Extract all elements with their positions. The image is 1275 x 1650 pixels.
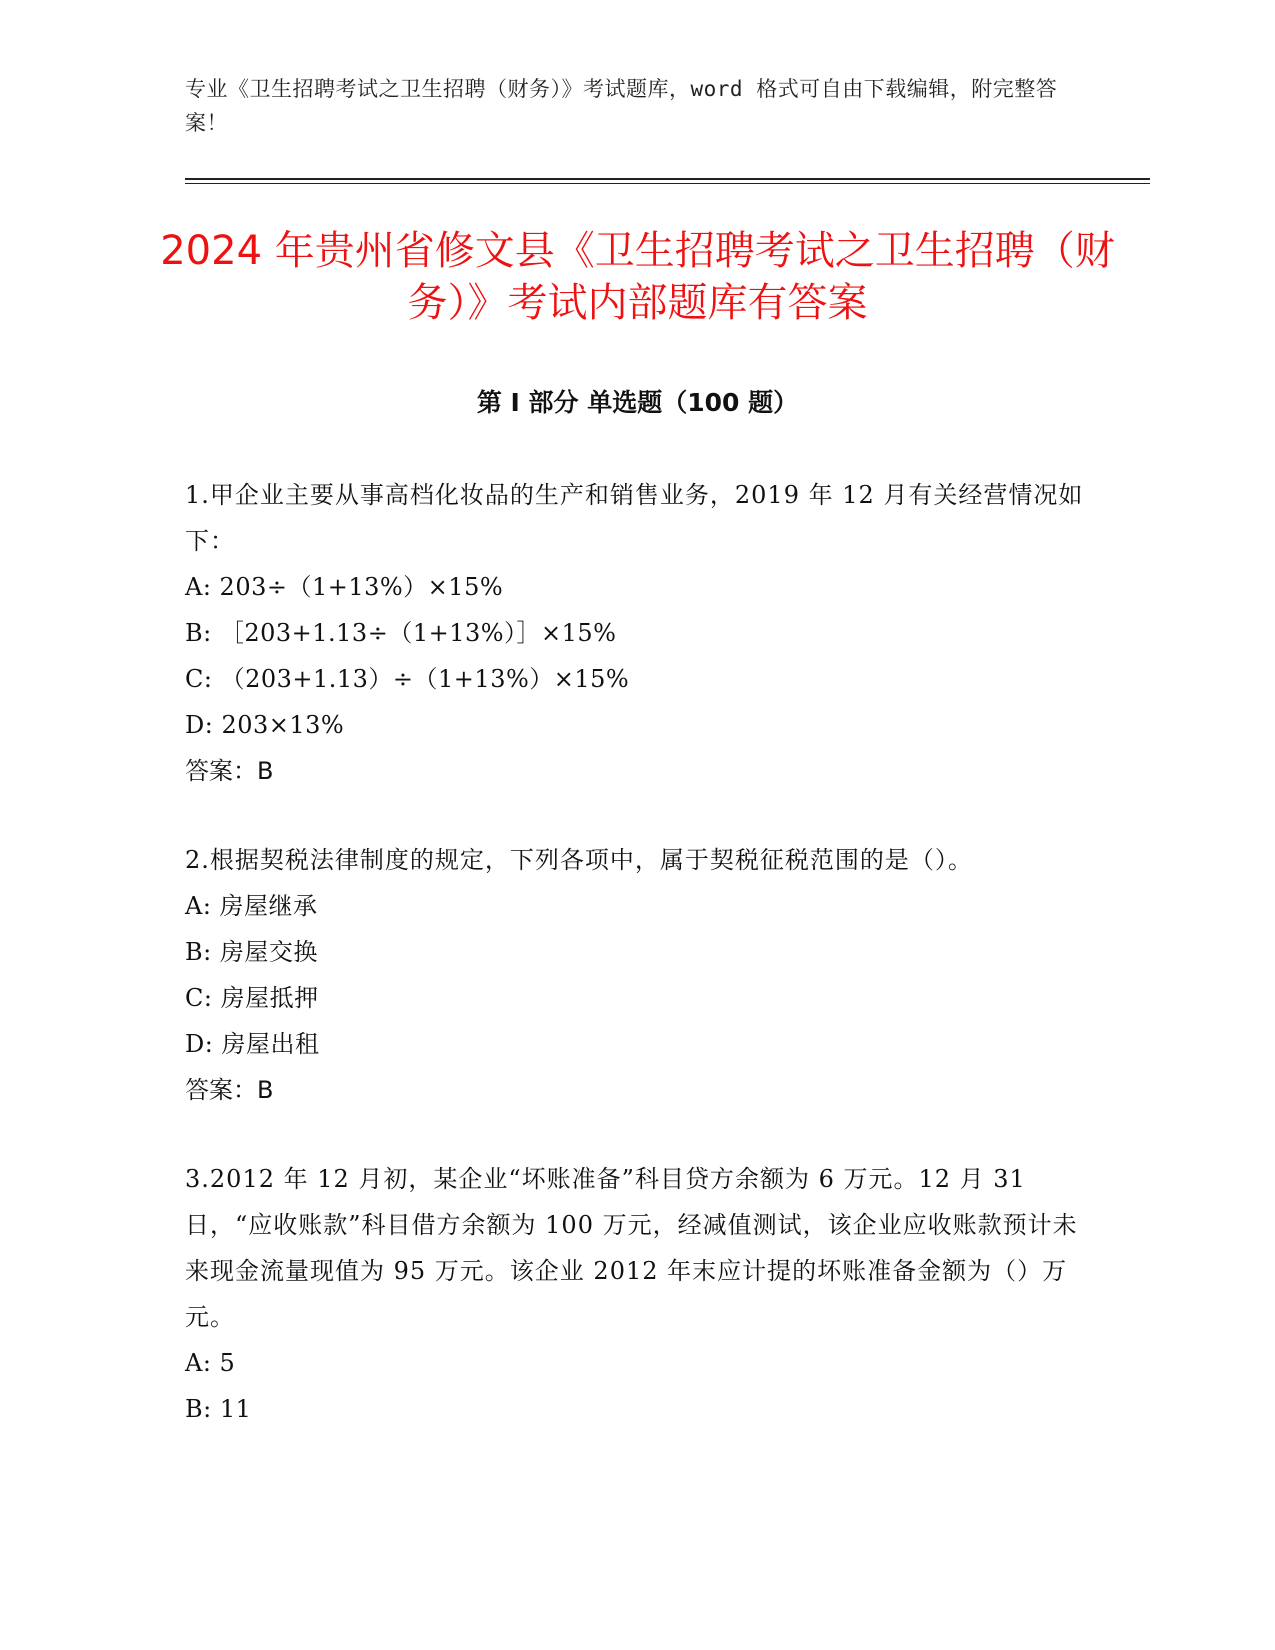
question-stem: 1.甲企业主要从事高档化妆品的生产和销售业务，2019 年 12 月有关经营情况如下：	[185, 481, 1084, 555]
option-c: C: 房屋抵押	[185, 984, 319, 1012]
header-divider-thick	[185, 178, 1150, 180]
header-note: 专业《卫生招聘考试之卫生招聘（财务）》考试题库，word 格式可自由下载编辑，附完整答案！	[185, 77, 1058, 135]
answer-line: 答案：B	[185, 757, 274, 785]
question-item	[185, 837, 1085, 1113]
question-list	[185, 472, 1085, 1475]
option-a: A: 5	[185, 1349, 236, 1377]
document-title: 2024 年贵州省修文县《卫生招聘考试之卫生招聘（财务）》考试内部题库有答案	[160, 228, 1115, 326]
question-item	[185, 1156, 1085, 1432]
option-d: D: 203×13%	[185, 711, 345, 739]
header-divider-thin	[185, 183, 1150, 184]
option-c: C: （203+1.13）÷（1+13%）×15%	[185, 665, 630, 693]
option-b: B: 11	[185, 1395, 252, 1423]
answer-line: 答案：B	[185, 1076, 274, 1104]
question-stem: 3.2012 年 12 月初，某企业“坏账准备”科目贷方余额为 6 万元。12 月 31 日，“应收账款”科目借方余额为 100 万元，经减值测试，该企业应收账款预计未来现金流量现值为 95 万元。该企业 2012 年末应计提的坏账准备金额为（）万元。	[185, 1165, 1078, 1331]
option-d: D: 房屋出租	[185, 1030, 320, 1058]
option-a: A: 203÷（1+13%）×15%	[185, 573, 504, 601]
option-b: B: ［203+1.13÷（1+13%）］×15%	[185, 619, 617, 647]
option-a: A: 房屋继承	[185, 892, 318, 920]
part-heading: 第 I 部分 单选题（100 题）	[476, 388, 799, 417]
question-stem: 2.根据契税法律制度的规定，下列各项中，属于契税征税范围的是（）。	[185, 846, 973, 874]
question-item	[185, 472, 1085, 794]
option-b: B: 房屋交换	[185, 938, 318, 966]
